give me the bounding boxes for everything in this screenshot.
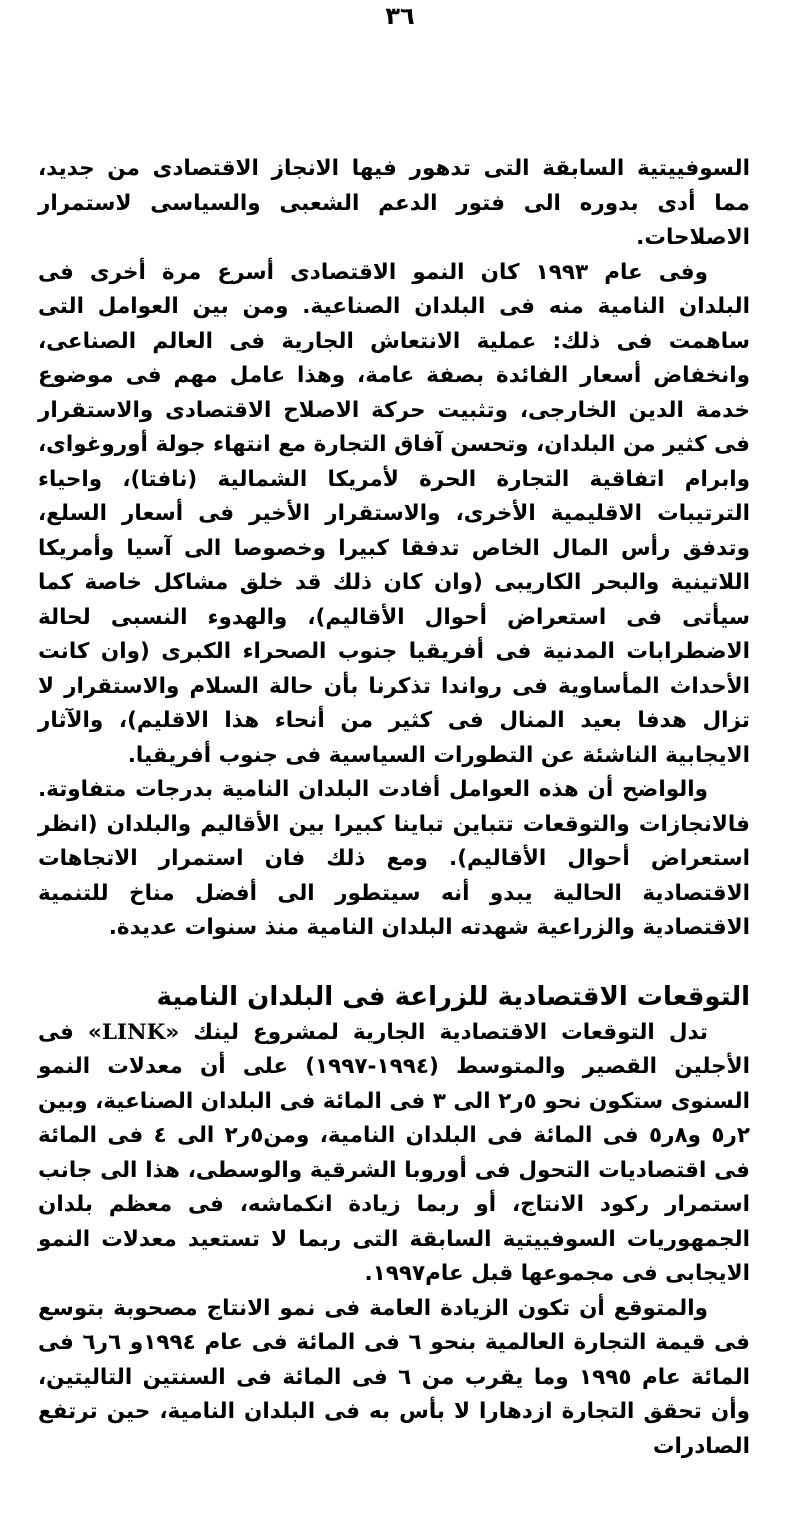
page-number: ٣٦	[385, 2, 415, 30]
section-heading: التوقعات الاقتصادية للزراعة فى البلدان النامية	[156, 981, 750, 1012]
link-forecast-intro: تدل التوقعات الاقتصادية الجارية لمشروع لينك «	[165, 1019, 708, 1045]
document-body	[38, 152, 750, 1464]
paragraph-link-forecasts	[38, 1016, 750, 1292]
paragraph-1993-growth: وفى عام ١٩٩٣ كان النمو الاقتصادى أسرع مرة أخرى فى البلدان النامية منه فى البلدان الصناعية. ومن بين العوامل التى ساهمت فى ذلك: عملية الانتعاش الجارية فى العالم الصناعى، وانخفاض أسعار الفائدة بصفة عامة، وهذا عامل مهم فى موضوع خدمة الدين الخارجى، وتثبيت حركة الاصلاح الاقتصادى والاستقرار فى كثير من البلدان، وتحسن آفاق التجارة مع انتهاء جولة أوروغواى، وابرام اتفاقية التجارة الحرة لأمريكا الشمالية (نافتا)، واحياء الترتيبات الاقليمية الأخرى، والاستقرار الأخير فى أسعار السلع، وتدفق رأس المال الخاص تدفقا كبيرا وخصوصا الى آسيا وأمريكا اللاتينية والبحر الكاريبى (وان كان ذلك قد خلق مشاكل خاصة كما سيأتى فى استعراض أحوال الأقاليم)، والهدوء النسبى لحالة الاضطرابات المدنية فى أفريقيا جنوب الصحراء الكبرى (وان كانت الأحداث المأساوية فى رواندا تذكرنا بأن حالة السلام والاستقرار لا تزال هدفا بعيد المنال فى كثير من أنحاء هذا الاقليم)، والآثار الايجابية الناشئة عن التطورات السياسية فى جنوب أفريقيا.	[38, 259, 750, 768]
link-forecast-text: » فى الأجلين القصير والمتوسط (١٩٩٤-١٩٩٧) على أن معدلات النمو السنوى ستكون نحو ٥ر٢ الى ٣ فى المائة فى البلدان الصناعية، وبين ٢ر٥ و٨ر٥ فى المائة فى البلدان النامية، ومن٥ر٢ الى ٤ فى المائة فى اقتصاديات التحول فى أوروبا الشرقية والوسطى، هذا الى جانب استمرار ركود الانتاج، أو ربما زيادة انكماشه، فى معظم بلدان الجمهوريات السوفييتية السابقة التى ربما لا تستعيد معدلات النمو الايجابى فى مجموعها قبل عام١٩٩٧.	[38, 1019, 750, 1286]
paragraph-trade-expansion: والمتوقع أن تكون الزيادة العامة فى نمو الانتاج مصحوبة بتوسع فى قيمة التجارة العالمية بنحو ٦ فى المائة فى عام ١٩٩٤و ٦ر٦ فى المائة عام ١٩٩٥ وما يقرب من ٦ فى المائة فى السنتين التاليتين، وأن تحقق التجارة ازدهارا لا بأس به فى البلدان النامية، حين ترتفع الصادرات	[38, 1295, 751, 1459]
paragraph-continuation: السوفييتية السابقة التى تدهور فيها الانجاز الاقتصادى من جديد، مما أدى بدوره الى فتور الدعم الشعبى والسياسى لاستمرار الاصلاحات.	[38, 156, 750, 250]
paragraph-factors-benefit: والواضح أن هذه العوامل أفادت البلدان النامية بدرجات متفاوتة. فالانجازات والتوقعات تتباين تباينا كبيرا بين الأقاليم والبلدان (انظر استعراض أحوال الأقاليم). ومع ذلك فان استمرار الاتجاهات الاقتصادية الحالية يبدو أنه سيتطور الى أفضل مناخ للتنمية الاقتصادية والزراعية شهدته البلدان النامية منذ سنوات عديدة.	[38, 777, 750, 940]
link-project-name: LINK	[101, 1019, 166, 1045]
